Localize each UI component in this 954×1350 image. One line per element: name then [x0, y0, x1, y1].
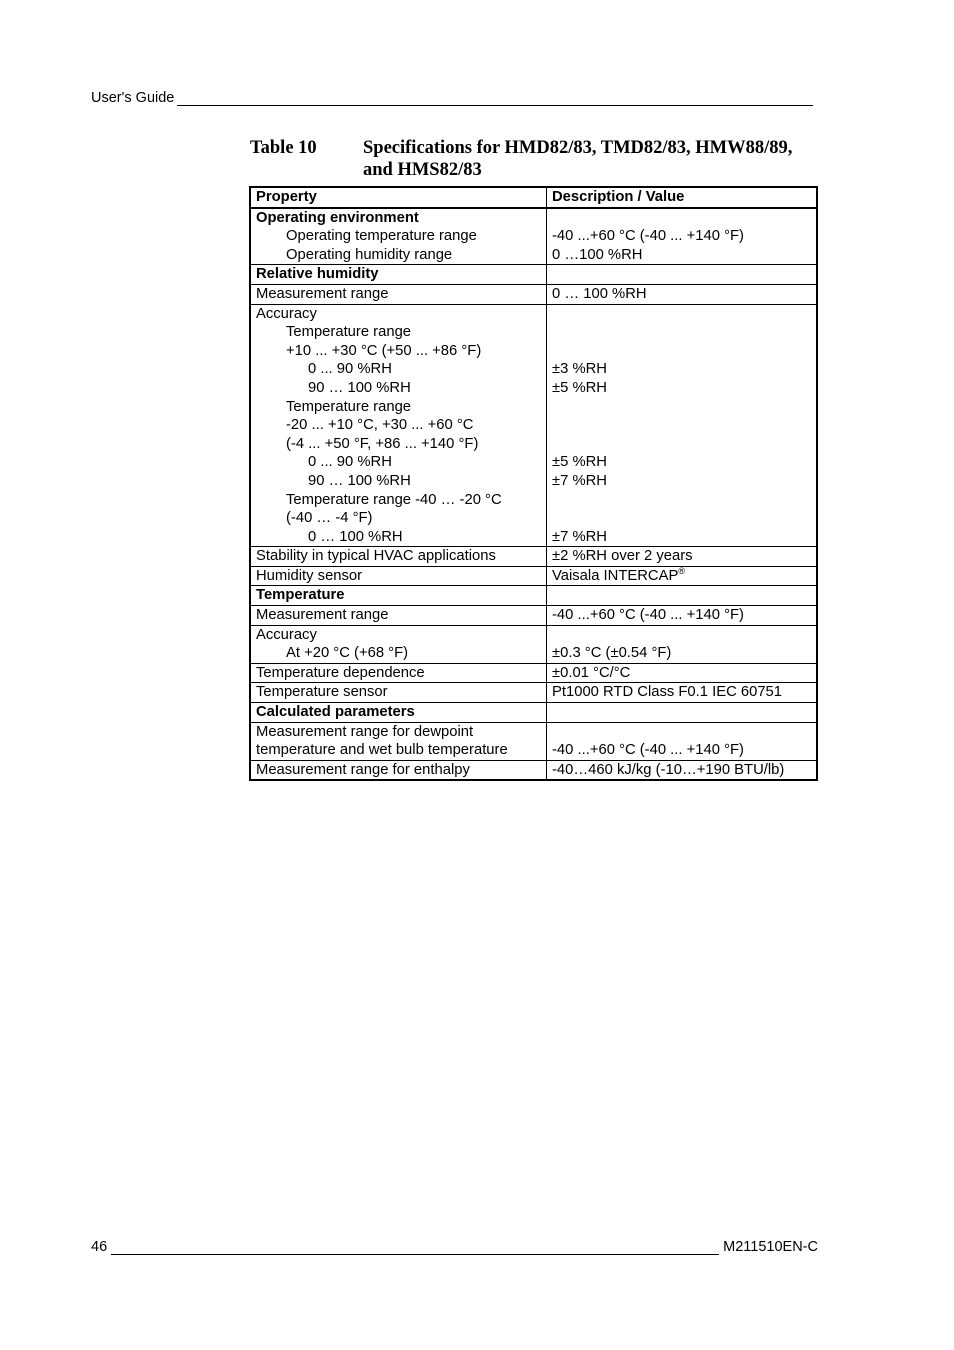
property-value: 0 …100 %RH: [552, 246, 643, 263]
property-label: Temperature dependence: [250, 663, 547, 683]
spacer: [552, 398, 811, 417]
spacer: [552, 209, 811, 228]
property-label: Temperature range: [286, 324, 412, 341]
property-label: 0 ... 90 %RH: [308, 361, 392, 378]
table-row: [250, 703, 817, 723]
value-cell: [547, 208, 818, 265]
value-cell: [547, 586, 818, 606]
table-number: Table 10: [250, 138, 317, 158]
property-value: ±5 %RH: [552, 454, 607, 471]
property-label: Measurement range for enthalpy: [250, 760, 547, 780]
table-row: [250, 586, 817, 606]
footer-rule: [111, 1241, 719, 1255]
value-cell: [547, 265, 818, 285]
table-row: [250, 547, 817, 567]
page-header: [91, 90, 813, 106]
section-title: Relative humidity: [250, 265, 547, 285]
table-row: [250, 284, 817, 304]
property-label: Accuracy: [256, 305, 317, 322]
property-value: 0 … 100 %RH: [547, 284, 818, 304]
value-cell: [547, 703, 818, 723]
spacer: [552, 626, 811, 645]
table-title: Specifications for HMD82/83, TMD82/83, HMW88/89, and HMS82/83: [363, 138, 793, 180]
header-text: User's Guide: [91, 90, 175, 106]
property-label: temperature and wet bulb temperature: [256, 742, 508, 759]
dewpoint-cell: [250, 722, 547, 760]
table-row: [250, 625, 817, 663]
document-code: M211510EN-C: [723, 1239, 818, 1255]
header-rule: [177, 92, 813, 106]
property-value: -40 ...+60 °C (-40 ... +140 °F): [552, 742, 744, 759]
property-label: At +20 °C (+68 °F): [286, 645, 409, 662]
property-value: Pt1000 RTD Class F0.1 IEC 60751: [547, 683, 818, 703]
table-header-row: [250, 187, 817, 208]
operating-environment-cell: [250, 208, 547, 265]
table-row: [250, 606, 817, 626]
property-value: [547, 566, 818, 586]
property-label: Measurement range: [250, 606, 547, 626]
accuracy-cell: [250, 304, 547, 547]
property-value: -40 ...+60 °C (-40 ... +140 °F): [552, 228, 744, 245]
table-row: [250, 760, 817, 780]
property-label: (-40 … -4 °F): [286, 510, 373, 527]
registered-mark: ®: [678, 565, 685, 576]
property-value: -40…460 kJ/kg (-10…+190 BTU/lb): [547, 760, 818, 780]
accuracy-value-cell: [547, 304, 818, 547]
table-row: [250, 683, 817, 703]
section-title: Calculated parameters: [250, 703, 547, 723]
specifications-table: [249, 186, 818, 781]
property-label: Temperature range -40 … -20 °C: [286, 491, 502, 508]
spacer: [552, 323, 811, 342]
property-value: ±5 %RH: [552, 379, 607, 396]
accuracy-cell: [250, 625, 547, 663]
property-label: (-4 ... +50 °F, +86 ... +140 °F): [286, 435, 479, 452]
sensor-name: Vaisala INTERCAP: [552, 567, 679, 584]
table-caption: [250, 137, 820, 181]
table-row: [250, 566, 817, 586]
property-label: Temperature range: [286, 398, 412, 415]
accuracy-value-cell: [547, 625, 818, 663]
spacer: [552, 435, 811, 454]
property-label: 90 … 100 %RH: [308, 379, 411, 396]
spacer: [552, 723, 811, 742]
property-value: ±0.01 °C/°C: [547, 663, 818, 683]
dewpoint-value-cell: [547, 722, 818, 760]
property-label: Measurement range: [250, 284, 547, 304]
table-row: [250, 265, 817, 285]
table-row: [250, 208, 817, 265]
property-label: Operating temperature range: [286, 228, 477, 245]
header-description: Description / Value: [547, 187, 818, 208]
spacer: [552, 416, 811, 435]
property-value: ±7 %RH: [552, 528, 607, 545]
section-title: Operating environment: [256, 209, 419, 226]
property-label: Operating humidity range: [286, 246, 453, 263]
section-title: Temperature: [250, 586, 547, 606]
property-label: -20 ... +10 °C, +30 ... +60 °C: [286, 417, 474, 434]
table-row: [250, 304, 817, 547]
page-number: 46: [91, 1239, 108, 1255]
table-row: [250, 722, 817, 760]
property-value: ±3 %RH: [552, 361, 607, 378]
property-label: Humidity sensor: [250, 566, 547, 586]
property-value: ±2 %RH over 2 years: [547, 547, 818, 567]
spacer: [552, 491, 811, 510]
header-property: Property: [250, 187, 547, 208]
page-footer: [91, 1239, 818, 1255]
spacer: [552, 342, 811, 361]
property-value: -40 ...+60 °C (-40 ... +140 °F): [547, 606, 818, 626]
spacer: [552, 305, 811, 324]
property-label: 0 … 100 %RH: [308, 528, 403, 545]
table-row: [250, 663, 817, 683]
property-label: 0 ... 90 %RH: [308, 454, 392, 471]
spacer: [552, 509, 811, 528]
property-value: ±0.3 °C (±0.54 °F): [552, 645, 672, 662]
property-label: 90 … 100 %RH: [308, 472, 411, 489]
property-label: Accuracy: [256, 626, 317, 643]
property-value: ±7 %RH: [552, 472, 607, 489]
property-label: Temperature sensor: [250, 683, 547, 703]
property-label: Measurement range for dewpoint: [256, 723, 474, 740]
property-label: Stability in typical HVAC applications: [250, 547, 547, 567]
property-label: +10 ... +30 °C (+50 ... +86 °F): [286, 342, 482, 359]
